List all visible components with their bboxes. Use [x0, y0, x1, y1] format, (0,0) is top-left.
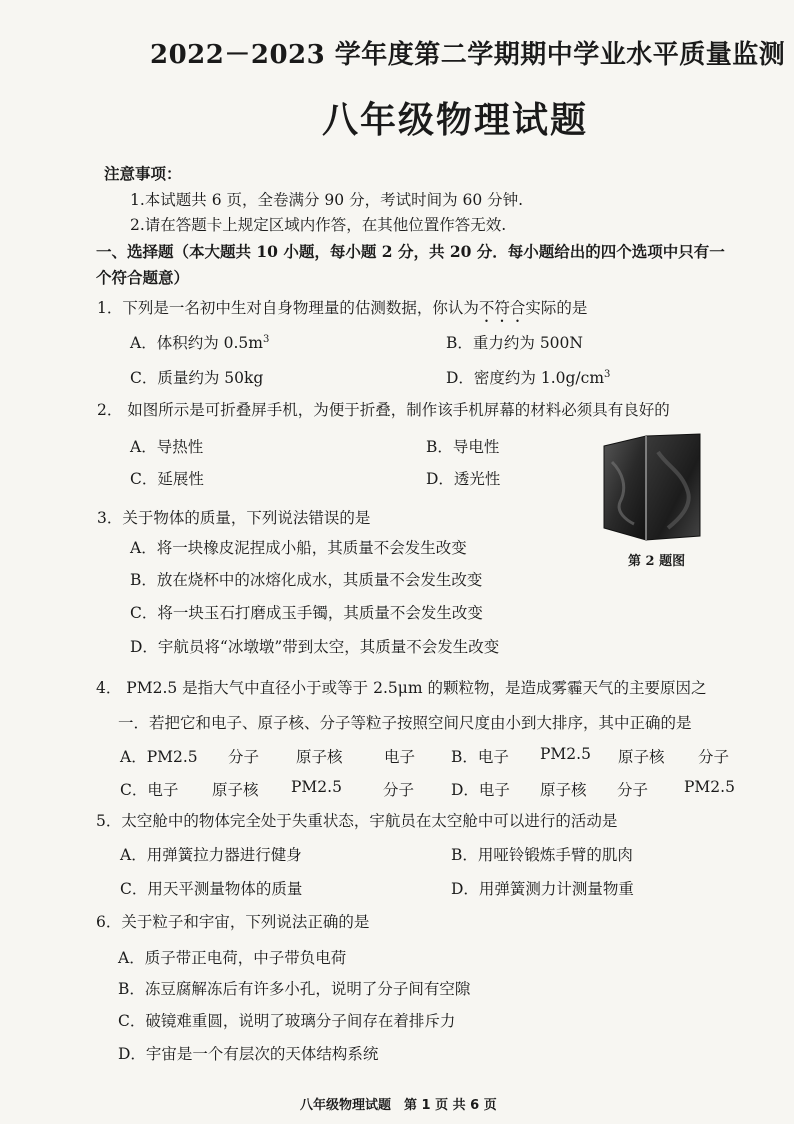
- option-sup: 3: [604, 368, 611, 380]
- exam-header-title: 2022－2023 学年度第二学期期中学业水平质量监测: [150, 40, 786, 70]
- question-4-option-d-3: 分子: [617, 781, 649, 799]
- question-5-option-b: B．用哑铃锻炼手臂的肌肉: [451, 846, 633, 864]
- section1-heading-line1: 一、选择题（本大题共 10 小题，每小题 2 分，共 20 分．每小题给出的四个选项中只有一: [96, 242, 725, 261]
- question-4-option-d-2: 原子核: [540, 781, 587, 799]
- question-4-option-b-2: PM2.5: [540, 745, 591, 763]
- question-4-option-c-2: 原子核: [212, 781, 259, 799]
- notice-heading: 注意事项：: [104, 164, 182, 183]
- question-4-option-b-1: B．电子: [451, 748, 509, 766]
- question-3-option-b: B．放在烧杯中的冰熔化成水，其质量不会发生改变: [130, 571, 483, 589]
- question-3-option-a: A．将一块橡皮泥捏成小船，其质量不会发生改变: [130, 539, 467, 557]
- page-footer: 八年级物理试题 第 1 页 共 6 页: [300, 1098, 497, 1113]
- question-6-stem: 6．关于粒子和宇宙，下列说法正确的是: [96, 913, 370, 931]
- question-4-option-a-3: 原子核: [296, 748, 343, 766]
- exam-subject-title: 八年级物理试题: [322, 99, 589, 141]
- question-5-option-d: D．用弹簧测力计测量物重: [451, 880, 634, 898]
- option-text: D．密度约为 1.0g/cm: [446, 369, 605, 387]
- question-4-option-c-1: C．电子: [120, 781, 179, 799]
- question-1-option-a: [130, 331, 269, 353]
- question-2-figure-caption: 第 2 题图: [628, 554, 686, 569]
- question-4-option-c-3: PM2.5: [291, 778, 342, 796]
- question-1-option-b: B．重力约为 500N: [446, 334, 583, 352]
- question-6-option-c: C．破镜难重圆，说明了玻璃分子间存在着排斥力: [118, 1012, 456, 1030]
- question-3-option-c: C．将一块玉石打磨成玉手镯，其质量不会发生改变: [130, 604, 483, 622]
- question-1-option-d: [446, 366, 610, 388]
- question-3-stem: 3．关于物体的质量，下列说法错误的是: [97, 509, 371, 527]
- question-3-option-d: D．宇航员将“冰墩墩”带到太空，其质量不会发生改变: [130, 638, 500, 656]
- question-5-option-c: C．用天平测量物体的质量: [120, 880, 303, 898]
- question-2-option-b: B．导电性: [426, 438, 500, 456]
- question-1-option-c: C．质量约为 50kg: [130, 369, 264, 387]
- question-4-option-a-2: 分子: [228, 748, 260, 766]
- option-sup: 3: [262, 333, 270, 345]
- question-5-option-a: A．用弹簧拉力器进行健身: [120, 846, 302, 864]
- question-4-option-a-1: A．PM2.5: [120, 748, 198, 766]
- question-4-option-b-3: 原子核: [618, 748, 665, 766]
- question-1-stem-emphasis: 不符合: [478, 299, 526, 317]
- question-4-option-d-4: PM2.5: [684, 778, 735, 796]
- question-4-option-c-4: 分子: [383, 781, 415, 799]
- question-2-option-a: A．导热性: [130, 438, 204, 456]
- foldable-phone-image: [598, 432, 704, 544]
- question-4-option-b-4: 分子: [698, 748, 730, 766]
- question-6-option-d: D．宇宙是一个有层次的天体结构系统: [118, 1045, 379, 1063]
- notice-item-2: 2.请在答题卡上规定区域内作答，在其他位置作答无效.: [130, 216, 507, 234]
- question-1-stem: [97, 296, 587, 326]
- question-1-stem-b: 实际的是: [525, 299, 588, 317]
- notice-item-1: 1.本试题共 6 页，全卷满分 90 分，考试时间为 60 分钟.: [130, 191, 524, 209]
- question-4-stem-line2: 一．若把它和电子、原子核、分子等粒子按照空间尺度由小到大排序，其中正确的是: [118, 714, 692, 732]
- option-text: A．体积约为 0.5m: [130, 334, 263, 352]
- question-2-option-c: C．延展性: [130, 470, 204, 488]
- question-2-option-d: D．透光性: [426, 470, 501, 488]
- question-4-option-d-1: D．电子: [451, 781, 510, 799]
- section1-heading-line2: 个符合题意）: [96, 268, 190, 287]
- question-2-stem: 2． 如图所示是可折叠屏手机，为便于折叠，制作该手机屏幕的材料必须具有良好的: [97, 401, 670, 419]
- question-4-option-a-4: 电子: [384, 748, 416, 766]
- question-6-option-a: A．质子带正电荷，中子带负电荷: [118, 949, 347, 967]
- question-6-option-b: B．冻豆腐解冻后有许多小孔，说明了分子间有空隙: [118, 980, 471, 998]
- question-4-stem-line1: 4． PM2.5 是指大气中直径小于或等于 2.5μm 的颗粒物，是造成雾霾天气的主要原因之: [96, 679, 707, 697]
- question-5-stem: 5．太空舱中的物体完全处于失重状态，宇航员在太空舱中可以进行的活动是: [96, 812, 618, 830]
- question-1-stem-a: 1．下列是一名初中生对自身物理量的估测数据，你认为: [97, 299, 479, 317]
